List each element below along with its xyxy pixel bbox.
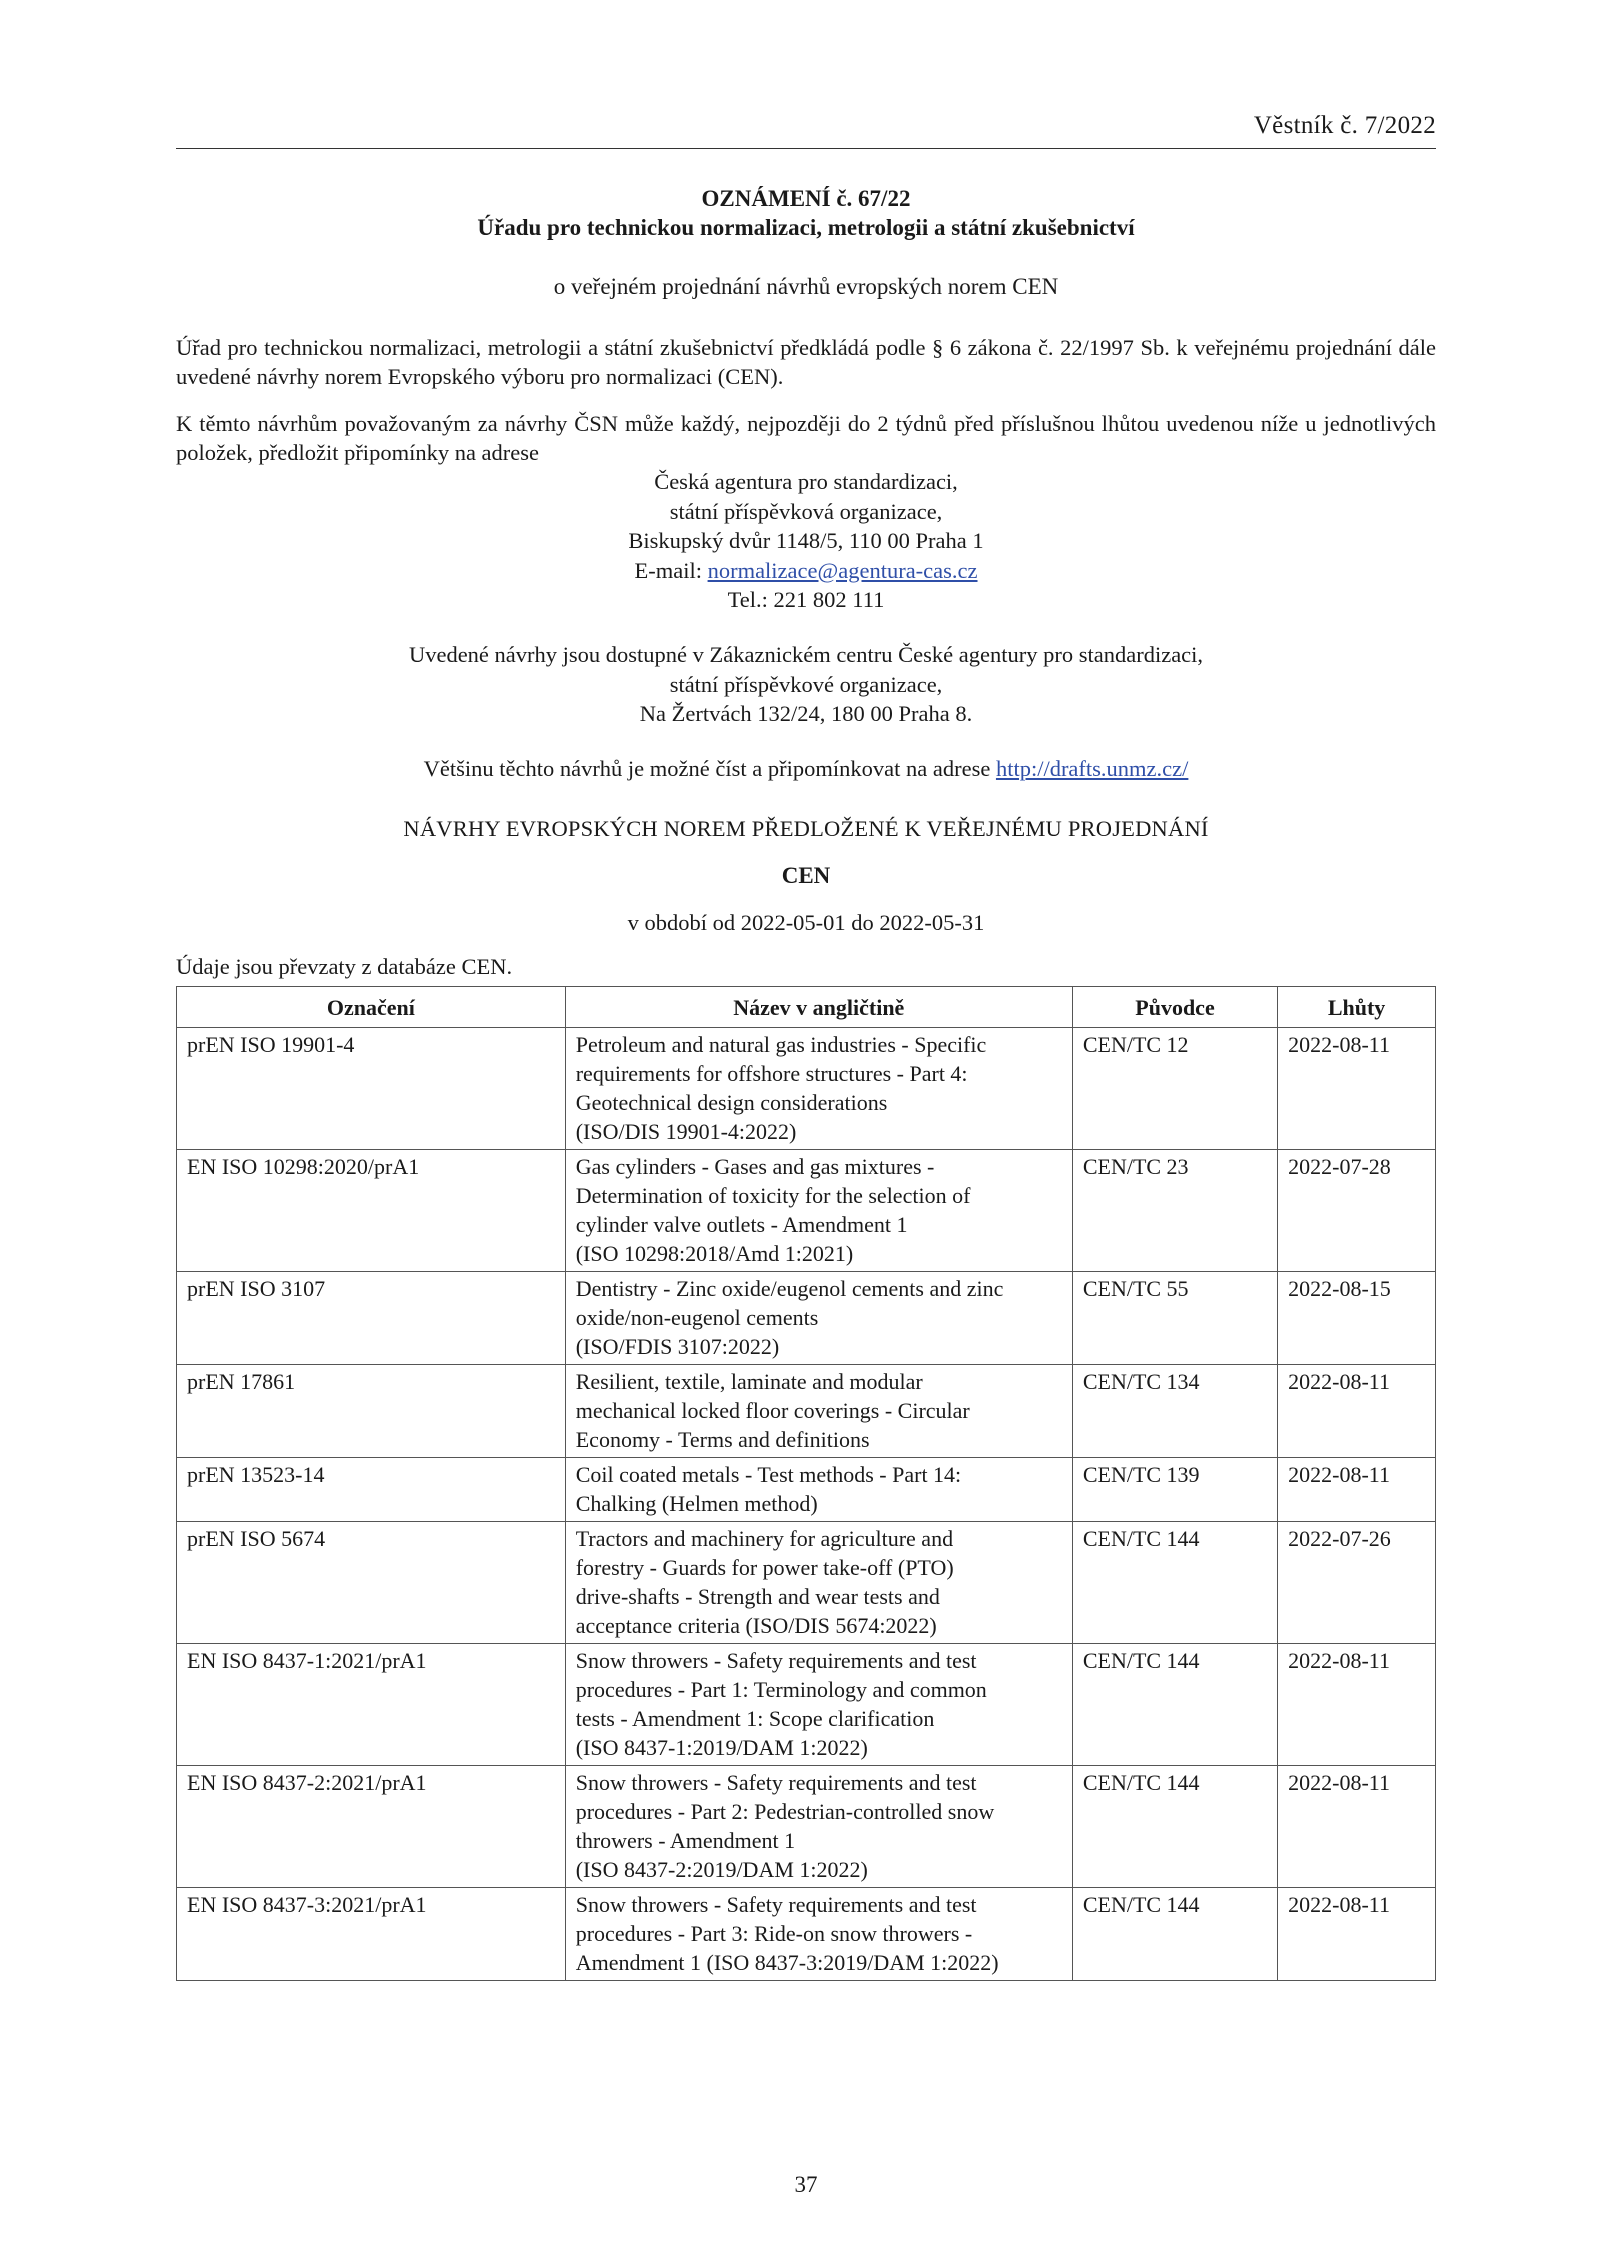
cell-english-title [565,1458,1072,1522]
cell-originator: CEN/TC 144 [1072,1522,1277,1644]
cell-designation: EN ISO 8437-2:2021/prA1 [177,1766,566,1888]
cell-originator: CEN/TC 144 [1072,1766,1277,1888]
data-source-note: Údaje jsou převzaty z databáze CEN. [176,954,513,979]
table-row [177,1766,1436,1888]
title-line: mechanical locked floor coverings - Circular [575,1398,970,1423]
cell-originator: CEN/TC 134 [1072,1365,1277,1458]
cell-deadline: 2022-08-11 [1278,1644,1436,1766]
title-line: requirements for offshore structures - Part 4: [575,1061,968,1086]
table-row [177,1888,1436,1981]
section-org: CEN [781,863,831,888]
table-row [177,1150,1436,1272]
cell-deadline: 2022-08-11 [1278,1888,1436,1981]
title-line: procedures - Part 2: Pedestrian-controlled snow [575,1799,995,1824]
cell-english-title [565,1522,1072,1644]
title-line: procedures - Part 1: Terminology and common [575,1677,987,1702]
drafts-link[interactable]: http://drafts.unmz.cz/ [995,756,1189,781]
announcement-title: OZNÁMENÍ č. 67/22 [701,186,911,211]
cell-english-title [565,1888,1072,1981]
cell-designation: EN ISO 10298:2020/prA1 [177,1150,566,1272]
page-header [176,112,1436,149]
title-line: (ISO/DIS 19901-4:2022) [575,1119,797,1144]
title-line: Resilient, textile, laminate and modular [575,1369,923,1394]
cell-originator: CEN/TC 55 [1072,1272,1277,1365]
email-line [176,556,1436,586]
cell-designation: prEN 17861 [177,1365,566,1458]
document-page [176,0,1436,2263]
title-line: Dentistry - Zinc oxide/eugenol cements and zinc [575,1276,1004,1301]
header-originator: Původce [1072,987,1277,1028]
intro-paragraph-1: Úřad pro technickou normalizaci, metrologii a státní zkušebnictví předkládá podle § 6 zákona č. 22/1997 Sb. k veřejnému projednání dále uvedené návrhy norem Evropského výboru pro normalizaci (CEN). [176,335,1436,389]
cell-english-title [565,1766,1072,1888]
cell-deadline: 2022-08-11 [1278,1766,1436,1888]
title-line: throwers - Amendment 1 [575,1828,796,1853]
title-line: (ISO 8437-1:2019/DAM 1:2022) [575,1735,868,1760]
cell-designation: prEN ISO 3107 [177,1272,566,1365]
title-line: Tractors and machinery for agriculture and [575,1526,954,1551]
table-row [177,1644,1436,1766]
title-line: Snow throwers - Safety requirements and test [575,1648,977,1673]
announcement-issuer: Úřadu pro technickou normalizaci, metrologii a státní zkušebnictví [477,215,1135,240]
cell-deadline: 2022-08-11 [1278,1365,1436,1458]
cell-deadline: 2022-07-28 [1278,1150,1436,1272]
title-line: Amendment 1 (ISO 8437-3:2019/DAM 1:2022) [575,1950,999,1975]
cell-designation: EN ISO 8437-3:2021/prA1 [177,1888,566,1981]
title-line: Geotechnical design considerations [575,1090,888,1115]
address-line-2: státní příspěvková organizace, [669,498,943,524]
title-line: acceptance criteria (ISO/DIS 5674:2022) [575,1613,937,1638]
address-block [176,467,1436,615]
cell-designation: prEN ISO 5674 [177,1522,566,1644]
section-period: v období od 2022-05-01 do 2022-05-31 [627,910,985,935]
availability-block [176,640,1436,729]
title-line: Determination of toxicity for the selection of [575,1183,971,1208]
title-line: Gas cylinders - Gases and gas mixtures - [575,1154,935,1179]
cell-originator: CEN/TC 12 [1072,1028,1277,1150]
table-body [177,1028,1436,1981]
title-line: cylinder valve outlets - Amendment 1 [575,1212,908,1237]
cell-originator: CEN/TC 139 [1072,1458,1277,1522]
availability-line-3: Na Žertvách 132/24, 180 00 Praha 8. [639,701,973,726]
title-line: procedures - Part 3: Ride-on snow throwers - [575,1921,973,1946]
email-label: E-mail: [634,557,708,583]
title-line: Coil coated metals - Test methods - Part 14: [575,1462,962,1487]
announcement-subtitle: o veřejném projednání návrhů evropských norem CEN [553,274,1059,299]
email-link[interactable]: normalizace@agentura-cas.cz [707,557,978,583]
cell-originator: CEN/TC 144 [1072,1644,1277,1766]
cell-english-title [565,1365,1072,1458]
cell-deadline: 2022-08-15 [1278,1272,1436,1365]
intro-paragraph-2: K těmto návrhům považovaným za návrhy ČSN může každý, nejpozději do 2 týdnů před příslušnou lhůtou uvedenou níže u jednotlivých položek, předložit připomínky na adrese [176,411,1436,465]
table-row [177,1028,1436,1150]
header-deadline: Lhůty [1278,987,1436,1028]
page-number: 37 [794,2172,818,2197]
table-row [177,1365,1436,1458]
title-line: oxide/non-eugenol cements [575,1305,819,1330]
title-line: (ISO 10298:2018/Amd 1:2021) [575,1241,854,1266]
title-line: Snow throwers - Safety requirements and test [575,1770,977,1795]
address-line-1: Česká agentura pro standardizaci, [654,469,958,494]
table-header-row [177,987,1436,1028]
address-line-3: Biskupský dvůr 1148/5, 110 00 Praha 1 [628,528,984,553]
cell-designation: prEN ISO 19901-4 [177,1028,566,1150]
cell-originator: CEN/TC 144 [1072,1888,1277,1981]
title-line: (ISO/FDIS 3107:2022) [575,1334,780,1359]
drafts-text: Většinu těchto návrhů je možné číst a připomínkovat na adrese [423,756,996,781]
drafts-table [176,986,1436,1981]
table-row [177,1458,1436,1522]
cell-english-title [565,1150,1072,1272]
cell-deadline: 2022-08-11 [1278,1458,1436,1522]
availability-line-1: Uvedené návrhy jsou dostupné v Zákaznickém centru České agentury pro standardizaci, [408,642,1204,667]
section-heading: NÁVRHY EVROPSKÝCH NOREM PŘEDLOŽENÉ K VEŘEJNÉMU PROJEDNÁNÍ [403,816,1209,841]
header-designation: Označení [177,987,566,1028]
cell-english-title [565,1272,1072,1365]
table-row [177,1522,1436,1644]
cell-english-title [565,1644,1072,1766]
cell-english-title [565,1028,1072,1150]
title-line: Economy - Terms and definitions [575,1427,870,1452]
cell-designation: prEN 13523-14 [177,1458,566,1522]
journal-issue: Věstník č. 7/2022 [1253,112,1436,139]
title-line: drive-shafts - Strength and wear tests and [575,1584,940,1609]
cell-originator: CEN/TC 23 [1072,1150,1277,1272]
title-line: tests - Amendment 1: Scope clarification [575,1706,935,1731]
title-line: forestry - Guards for power take-off (PTO) [575,1555,954,1580]
title-line: Snow throwers - Safety requirements and test [575,1892,977,1917]
title-line: Petroleum and natural gas industries - Specific [575,1032,987,1057]
title-line: Chalking (Helmen method) [575,1491,818,1516]
phone-line: Tel.: 221 802 111 [727,587,885,612]
cell-deadline: 2022-07-26 [1278,1522,1436,1644]
drafts-line [176,756,1436,782]
cell-deadline: 2022-08-11 [1278,1028,1436,1150]
availability-line-2: státní příspěvkové organizace, [669,671,943,697]
title-line: (ISO 8437-2:2019/DAM 1:2022) [575,1857,868,1882]
cell-designation: EN ISO 8437-1:2021/prA1 [177,1644,566,1766]
header-english-title: Název v angličtině [565,987,1072,1028]
table-row [177,1272,1436,1365]
